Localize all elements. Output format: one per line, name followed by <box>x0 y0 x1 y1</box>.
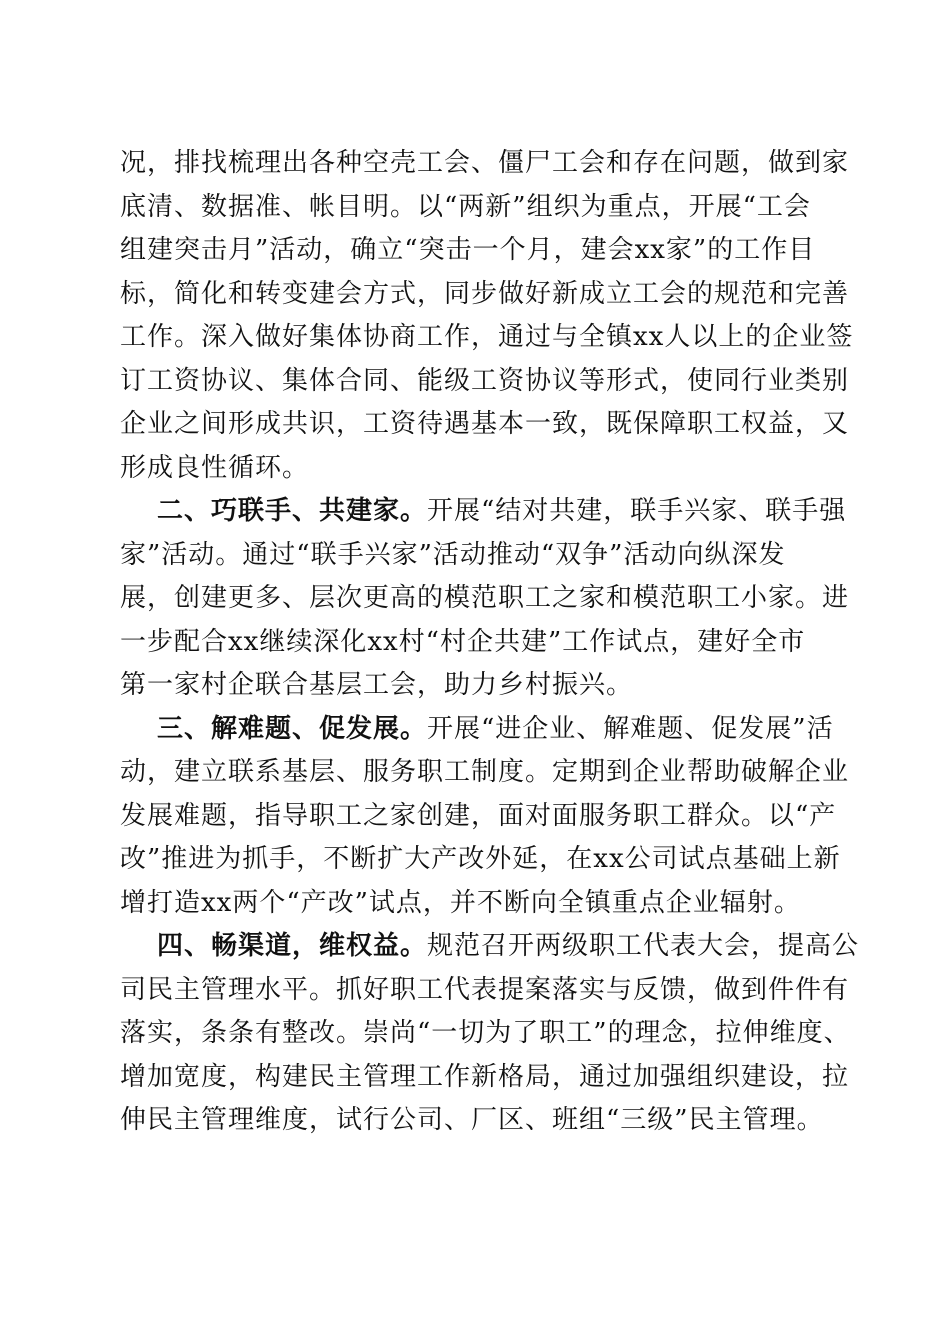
text-line: 标，简化和转变建会方式，同步做好新成立工会的规范和完善 <box>120 278 850 309</box>
text-line: 伸民主管理维度，试行公司、厂区、班组“三级”民主管理。 <box>120 1105 824 1135</box>
text-line: 况，排找梳理出各种空壳工会、僵尸工会和存在问题，做到家 <box>120 148 850 178</box>
text-line: 组建突击月”活动，确立“突击一个月，建会xx家”的工作目 <box>120 235 816 265</box>
text-line <box>120 925 860 969</box>
text-fragment: 开展“进企业、解难题、促发展”活 <box>427 713 834 744</box>
paragraph-section-3 <box>120 708 850 926</box>
text-fragment: 规范召开两级职工代表大会，提高公 <box>427 931 860 961</box>
text-line: 落实，条条有整改。崇尚“一切为了职工”的理念，拉伸维度、 <box>120 1018 851 1048</box>
text-line: 增加宽度，构建民主管理工作新格局，通过加强组织建设，拉 <box>120 1061 850 1092</box>
text-line <box>120 490 847 534</box>
section-heading: 二、巧联手、共建家。 <box>157 496 428 526</box>
paragraph-continuation <box>120 142 854 490</box>
text-line <box>120 708 832 752</box>
text-line: 底清、数据准、帐目明。以“两新”组织为重点，开展“工会 <box>120 191 811 222</box>
text-line: 增打造xx两个“产改”试点，并不断向全镇重点企业辐射。 <box>120 887 801 918</box>
section-heading: 四、畅渠道，维权益。 <box>157 931 428 961</box>
section-heading: 三、解难题、促发展。 <box>157 713 428 744</box>
text-line: 订工资协议、集体合同、能级工资协议等形式，使同行业类别 <box>120 365 850 396</box>
paragraph-section-2 <box>120 490 850 708</box>
text-line: 发展难题，指导职工之家创建，面对面服务职工群众。以“产 <box>120 800 837 831</box>
text-fragment: 开展“结对共建，联手兴家、联手强 <box>427 496 847 526</box>
text-line: 形成良性循环。 <box>120 452 310 483</box>
text-line: 一步配合xx继续深化xx村“村企共建”工作试点，建好全市 <box>120 626 806 657</box>
text-line: 展，创建更多、层次更高的模范职工之家和模范职工小家。进 <box>120 583 850 613</box>
text-line: 司民主管理水平。抓好职工代表提案落实与反馈，做到件件有 <box>120 974 850 1005</box>
text-line: 动，建立联系基层、服务职工制度。定期到企业帮助破解企业 <box>120 757 850 787</box>
text-line: 第一家村企联合基层工会，助力乡村振兴。 <box>120 670 634 700</box>
paragraph-section-4 <box>120 925 860 1143</box>
text-line: 企业之间形成共识，工资待遇基本一致，既保障职工权益，又 <box>120 409 850 439</box>
text-line: 工作。深入做好集体协商工作，通过与全镇xx人以上的企业签 <box>120 322 854 352</box>
document-body <box>120 142 860 1143</box>
text-line: 家”活动。通过“联手兴家”活动推动“双争”活动向纵深发 <box>120 539 786 570</box>
text-line: 改”推进为抓手，不断扩大产改外延，在xx公司试点基础上新 <box>120 844 841 874</box>
